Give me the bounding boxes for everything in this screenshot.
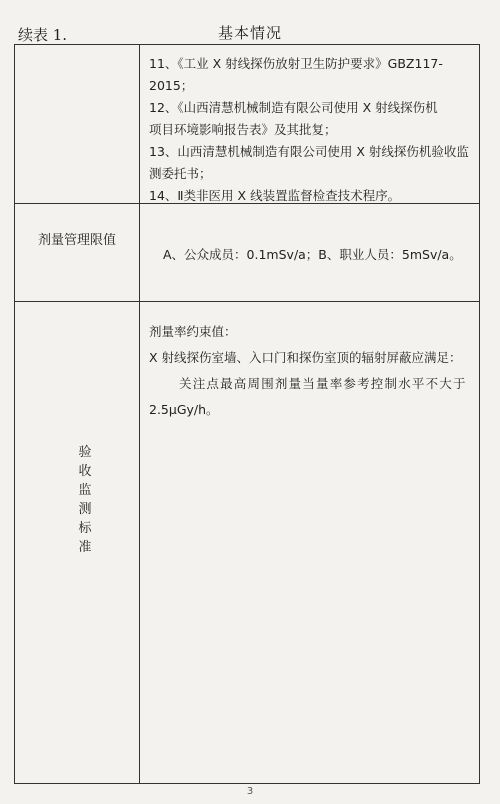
acceptance-standard-text	[149, 319, 475, 423]
basis-item: 12、《山西清慧机械制造有限公司使用 X 射线探伤机	[149, 100, 438, 115]
acceptance-line: X 射线探伤室墙、入口门和探伤室顶的辐射屏蔽应满足：	[149, 350, 462, 365]
basic-info-table	[14, 44, 480, 784]
dose-limit-label: 剂量管理限值	[37, 233, 116, 248]
continuation-label: 续表 1.	[18, 26, 68, 44]
basis-item: 13、山西清慧机械制造有限公司使用 X 射线探伤机验收监	[149, 144, 469, 159]
basis-list	[149, 53, 475, 207]
basis-item: 11、《工业 X 射线探伤放射卫生防护要求》GBZ117-2015；	[149, 56, 443, 93]
row-divider	[15, 301, 479, 302]
acceptance-line: 关注点最高周围剂量当量率参考控制水平不大于	[179, 376, 467, 391]
basis-item: 项目环境影响报告表》及其批复；	[149, 122, 337, 137]
basis-item: 测委托书；	[149, 166, 212, 181]
page-number: 3	[246, 786, 254, 797]
acceptance-line: 剂量率约束值：	[149, 324, 237, 339]
basis-item: 14、Ⅱ类非医用 X 线装置监督检查技术程序。	[149, 188, 401, 203]
column-divider	[139, 45, 140, 783]
acceptance-standard-label: 验收监测标准	[78, 445, 92, 555]
acceptance-line: 2.5μGy/h。	[149, 402, 219, 417]
dose-limit-text: A、公众成员：0.1mSv/a；B、职业人员：5mSv/a。	[163, 247, 462, 262]
section-title: 基本情况	[217, 24, 282, 42]
